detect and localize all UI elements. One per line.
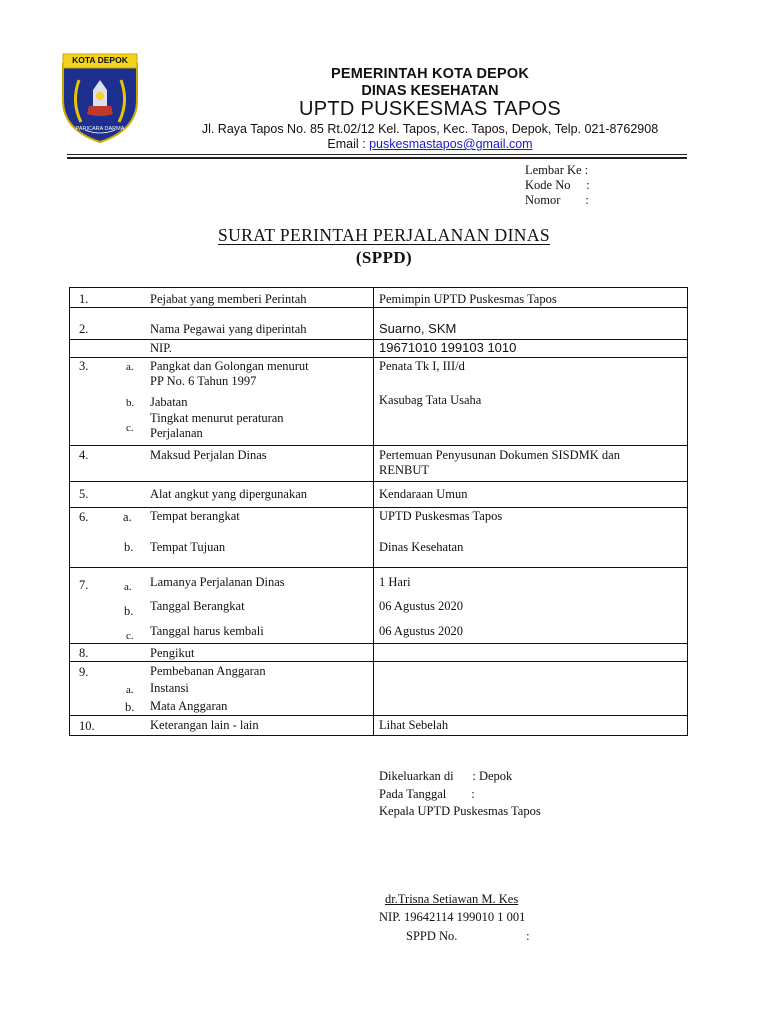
row3-sub-a: a. — [126, 361, 134, 373]
header-institution: UPTD PUSKESMAS TAPOS — [299, 98, 561, 120]
ref-lembar: Lembar Ke : — [525, 163, 589, 177]
row7-label-c: Tanggal harus kembali — [150, 624, 264, 638]
email-label: Email : — [327, 137, 370, 151]
row7-label-a: Lamanya Perjalanan Dinas — [150, 575, 285, 589]
row1-value: Pemimpin UPTD Puskesmas Tapos — [379, 292, 557, 306]
row6-sub-b: b. — [124, 540, 134, 554]
header-divider-thick — [67, 157, 687, 159]
row-divider — [70, 307, 687, 308]
row3-label-c1: Tingkat menurut peraturan — [150, 411, 284, 425]
header-address: Jl. Raya Tapos No. 85 Rt.02/12 Kel. Tapos, Kec. Tapos, Depok, Telp. 021-8762908 — [201, 122, 659, 136]
row6-value-b: Dinas Kesehatan — [379, 540, 464, 554]
row9-sub-b: b. — [125, 700, 135, 714]
row3-sub-b: b. — [126, 397, 135, 409]
row3-label-a1: Pangkat dan Golongan menurut — [150, 359, 309, 373]
row3-value-b: Kasubag Tata Usaha — [379, 393, 482, 407]
row4-value-2: RENBUT — [379, 463, 429, 477]
row2-value: Suarno, SKM — [379, 321, 457, 336]
email-link[interactable]: puskesmastapos@gmail.com — [369, 137, 533, 151]
row3-label-b: Jabatan — [150, 395, 188, 409]
row-divider — [70, 643, 687, 644]
header-email — [140, 137, 720, 151]
document-title — [0, 225, 768, 246]
row3-value-a: Penata Tk I, III/d — [379, 359, 465, 373]
row-divider — [70, 507, 687, 508]
row7-number: 7. — [79, 578, 89, 592]
sppd-form-table — [69, 287, 688, 736]
row-divider — [70, 661, 687, 662]
row3-label-c2: Perjalanan — [150, 426, 203, 440]
row2-number: 2. — [79, 322, 89, 336]
document-title-text: SURAT PERINTAH PERJALANAN DINAS — [217, 225, 551, 245]
row6-sub-a: a. — [123, 510, 132, 524]
row10-number: 10. — [79, 719, 95, 733]
row7-value-a: 1 Hari — [379, 575, 411, 589]
document-subtitle: (SPPD) — [355, 248, 413, 267]
row8-number: 8. — [79, 646, 89, 660]
row6-label-b: Tempat Tujuan — [150, 540, 226, 554]
city-logo — [57, 50, 143, 144]
row7-sub-a: a. — [124, 581, 132, 593]
row4-value-1: Pertemuan Penyusunan Dokumen SISDMK dan — [379, 448, 620, 462]
row7-sub-b: b. — [124, 604, 134, 618]
column-divider — [373, 288, 374, 735]
logo-motto: PARICARA DARMA — [75, 126, 125, 132]
issued-date: Pada Tanggal : — [379, 787, 475, 801]
row3-label-a2: PP No. 6 Tahun 1997 — [150, 374, 257, 388]
row7-value-b: 06 Agustus 2020 — [379, 599, 464, 613]
nip-label: NIP. — [150, 341, 172, 355]
header-divider — [67, 154, 687, 155]
row9-label-b: Mata Anggaran — [150, 699, 228, 713]
ref-nomor: Nomor : — [525, 193, 589, 207]
signer-name: dr.Trisna Setiawan M. Kes — [385, 892, 519, 906]
row7-sub-c: c. — [126, 630, 134, 642]
row6-number: 6. — [79, 510, 89, 524]
row9-sub-a: a. — [126, 684, 134, 696]
row-divider — [70, 357, 687, 358]
header-government: PEMERINTAH KOTA DEPOK — [330, 66, 530, 82]
ref-kode: Kode No : — [525, 178, 590, 192]
row4-number: 4. — [79, 448, 89, 462]
nip-value: 19671010 199103 1010 — [379, 340, 517, 355]
row-divider — [70, 445, 687, 446]
row6-value-a: UPTD Puskesmas Tapos — [379, 509, 503, 523]
row9-label: Pembebanan Anggaran — [150, 664, 266, 678]
row5-value: Kendaraan Umun — [379, 487, 468, 501]
row5-label: Alat angkut yang dipergunakan — [150, 487, 308, 501]
sppd-number: SPPD No. : — [406, 929, 530, 943]
row-divider — [70, 567, 687, 568]
row5-number: 5. — [79, 487, 89, 501]
issued-place: Dikeluarkan di : Depok — [379, 769, 513, 783]
row8-label: Pengikut — [150, 646, 195, 660]
row9-label-a: Instansi — [150, 681, 189, 695]
row9-number: 9. — [79, 665, 89, 679]
row4-label: Maksud Perjalan Dinas — [150, 448, 267, 462]
row2-label: Nama Pegawai yang diperintah — [150, 322, 307, 336]
header-department: DINAS KESEHATAN — [361, 83, 499, 99]
logo-top-text: KOTA DEPOK — [72, 55, 128, 65]
signer-position: Kepala UPTD Puskesmas Tapos — [379, 804, 541, 818]
row1-label: Pejabat yang memberi Perintah — [150, 292, 307, 306]
row-divider — [70, 481, 687, 482]
row7-value-c: 06 Agustus 2020 — [379, 624, 464, 638]
row10-label: Keterangan lain - lain — [150, 718, 259, 732]
row3-sub-c: c. — [126, 422, 134, 434]
row10-value: Lihat Sebelah — [379, 718, 449, 732]
row7-label-b: Tanggal Berangkat — [150, 599, 245, 613]
signer-nip: NIP. 19642114 199010 1 001 — [379, 910, 526, 924]
row6-label-a: Tempat berangkat — [150, 509, 240, 523]
row-divider — [70, 715, 687, 716]
row3-number: 3. — [79, 359, 89, 373]
row1-number: 1. — [79, 292, 89, 306]
